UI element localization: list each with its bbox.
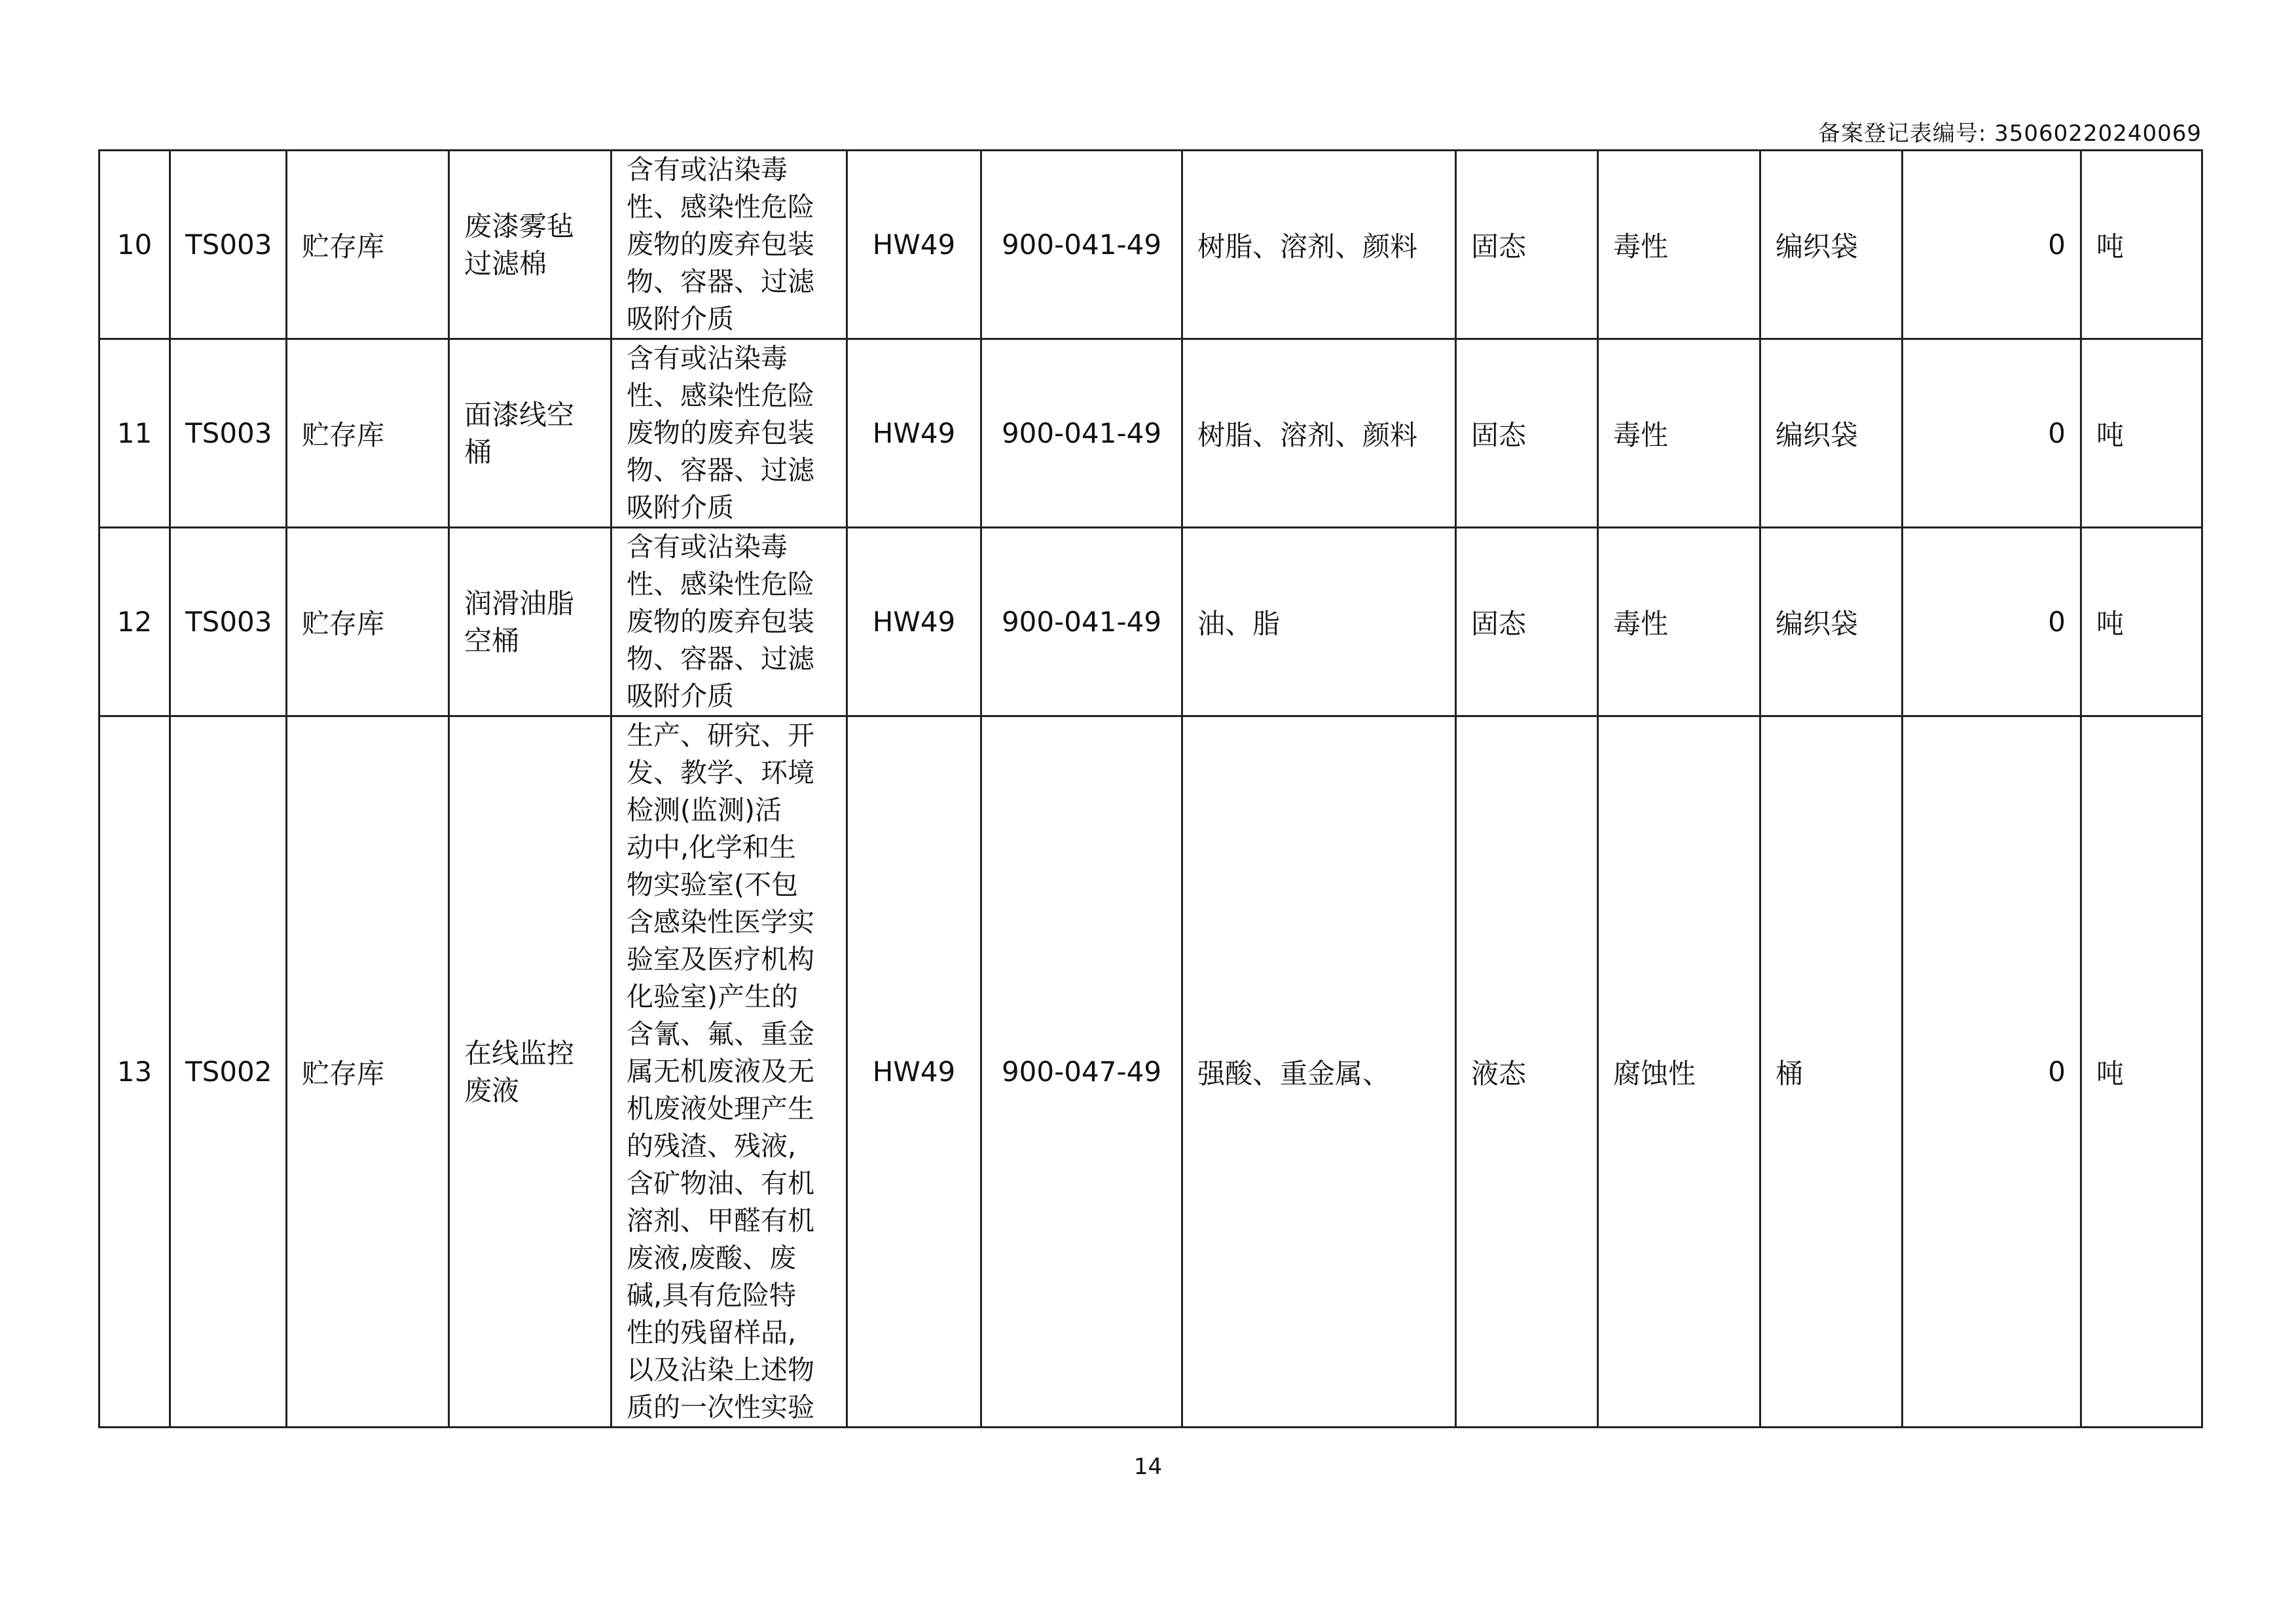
facility-type: 贮存库	[287, 528, 449, 716]
waste-category: HW49	[847, 716, 981, 1428]
hazardous-components: 强酸、重金属、	[1182, 716, 1456, 1428]
table-row	[100, 339, 2202, 528]
hazardous-components: 树脂、溶剂、颜料	[1182, 339, 1456, 528]
waste-name: 润滑油脂 空桶	[449, 528, 611, 716]
physical-form: 固态	[1456, 339, 1598, 528]
physical-form: 固态	[1456, 151, 1598, 339]
row-number: 10	[100, 151, 170, 339]
unit: 吨	[2081, 151, 2202, 339]
registration-number: 备案登记表编号: 35060220240069	[1817, 120, 2202, 147]
packaging: 桶	[1760, 716, 1903, 1428]
row-number: 11	[100, 339, 170, 528]
unit: 吨	[2081, 716, 2202, 1428]
waste-name: 在线监控 废液	[449, 716, 611, 1428]
facility-type: 贮存库	[287, 151, 449, 339]
row-number: 12	[100, 528, 170, 716]
hazard-property: 毒性	[1598, 339, 1760, 528]
waste-description: 含有或沾染毒 性、感染性危险 废物的废弃包装 物、容器、过滤 吸附介质	[611, 528, 847, 716]
facility-code: TS003	[170, 151, 287, 339]
packaging: 编织袋	[1760, 528, 1903, 716]
row-number: 13	[100, 716, 170, 1428]
waste-name: 废漆雾毡 过滤棉	[449, 151, 611, 339]
unit: 吨	[2081, 339, 2202, 528]
facility-code: TS003	[170, 339, 287, 528]
waste-description: 生产、研究、开 发、教学、环境 检测(监测)活 动中,化学和生 物实验室(不包 含感染性医学实 验室及医疗机构 化验室)产生的 含氰、氟、重金 属无机废液及无 机废液处理产生 的残渣、残液, 含矿物油、有机 溶剂、甲醛有机 废液,废酸、废 碱,具有危险特 性的残留样品, 以及沾染上述物 质的一次性实验	[611, 716, 847, 1428]
hazard-property: 毒性	[1598, 528, 1760, 716]
quantity: 0	[1903, 528, 2081, 716]
waste-code: 900-041-49	[981, 528, 1182, 716]
waste-code: 900-041-49	[981, 151, 1182, 339]
table-row	[100, 716, 2202, 1428]
hazardous-waste-table	[98, 149, 2203, 1428]
hazard-property: 腐蚀性	[1598, 716, 1760, 1428]
quantity: 0	[1903, 339, 2081, 528]
waste-code: 900-047-49	[981, 716, 1182, 1428]
table-row	[100, 528, 2202, 716]
waste-category: HW49	[847, 151, 981, 339]
physical-form: 固态	[1456, 528, 1598, 716]
hazard-property: 毒性	[1598, 151, 1760, 339]
page-number: 14	[1133, 1454, 1163, 1480]
packaging: 编织袋	[1760, 339, 1903, 528]
facility-type: 贮存库	[287, 716, 449, 1428]
waste-description: 含有或沾染毒 性、感染性危险 废物的废弃包装 物、容器、过滤 吸附介质	[611, 151, 847, 339]
packaging: 编织袋	[1760, 151, 1903, 339]
waste-category: HW49	[847, 339, 981, 528]
hazardous-components: 树脂、溶剂、颜料	[1182, 151, 1456, 339]
quantity: 0	[1903, 151, 2081, 339]
table-row	[100, 151, 2202, 339]
quantity: 0	[1903, 716, 2081, 1428]
waste-description: 含有或沾染毒 性、感染性危险 废物的废弃包装 物、容器、过滤 吸附介质	[611, 339, 847, 528]
waste-name: 面漆线空 桶	[449, 339, 611, 528]
waste-category: HW49	[847, 528, 981, 716]
facility-code: TS003	[170, 528, 287, 716]
waste-code: 900-041-49	[981, 339, 1182, 528]
facility-type: 贮存库	[287, 339, 449, 528]
physical-form: 液态	[1456, 716, 1598, 1428]
facility-code: TS002	[170, 716, 287, 1428]
unit: 吨	[2081, 528, 2202, 716]
hazardous-components: 油、脂	[1182, 528, 1456, 716]
